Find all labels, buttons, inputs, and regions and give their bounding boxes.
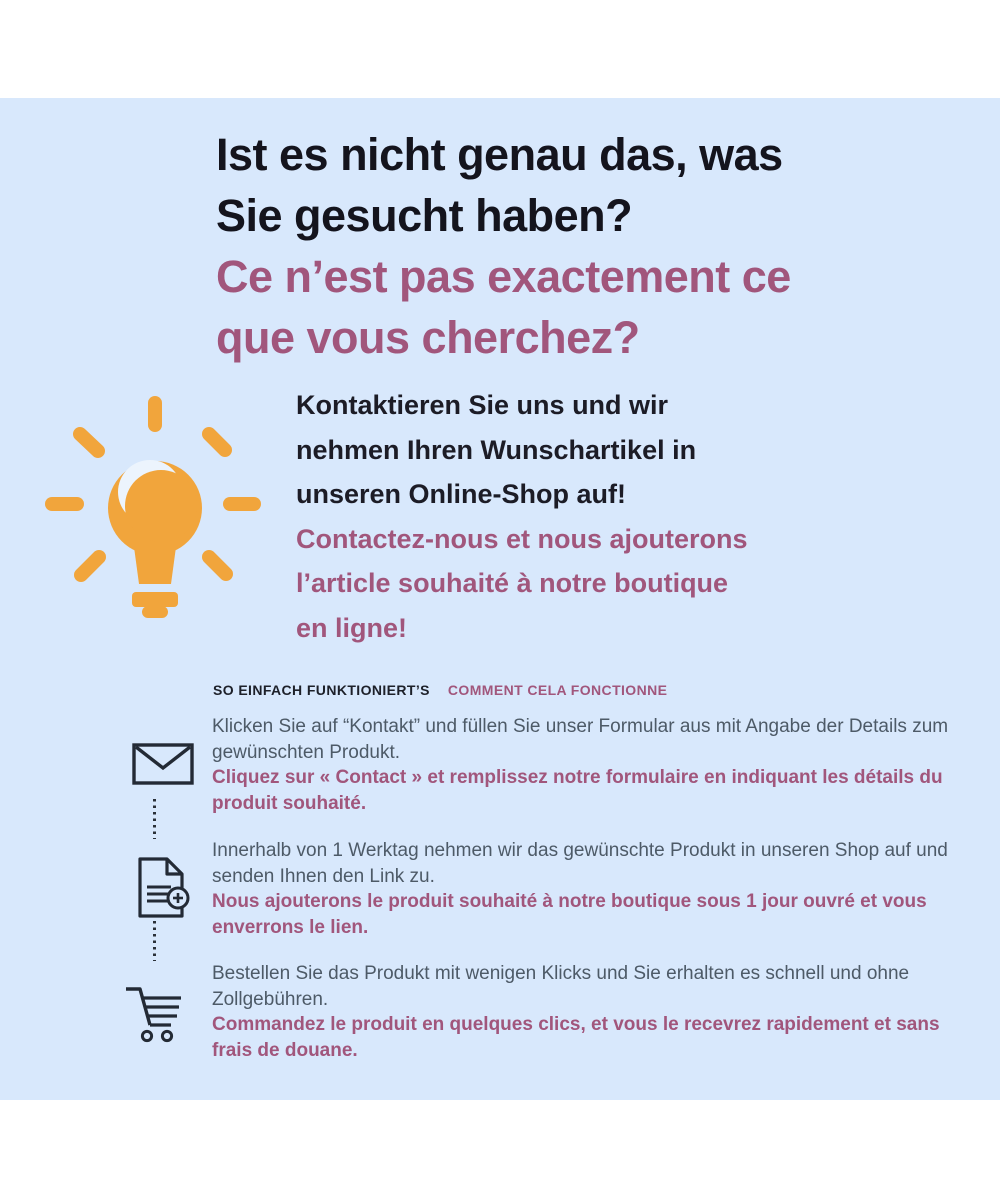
step-2-text — [212, 838, 957, 940]
step-2-text-fr: Nous ajouterons le produit souhaité à notre boutique sous 1 jour ouvré et vous enverrons le lien. — [212, 891, 927, 938]
hero-title — [216, 124, 956, 368]
lightbulb-icon — [44, 394, 262, 620]
step-3-text — [212, 961, 957, 1063]
intro-fr-line1: Contactez-nous et nous ajouterons — [296, 523, 748, 554]
step-3-text-fr: Commandez le produit en quelques clics, et vous le recevrez rapidement et sans frais de douane. — [212, 1014, 940, 1061]
step-2-text-de: Innerhalb von 1 Werktag nehmen wir das gewünschte Produkt in unseren Shop auf und senden Ihnen den Link zu. — [212, 840, 948, 887]
hero-title-fr-line1: Ce n’est pas exactement ce — [216, 251, 791, 302]
envelope-icon — [132, 743, 194, 785]
dotted-connector-2 — [153, 921, 156, 961]
step-1-text-fr: Cliquez sur « Contact » et remplissez notre formulaire en indiquant les détails du produit souhaité. — [212, 767, 943, 814]
intro-fr-line3: en ligne! — [296, 612, 408, 643]
dotted-connector-1 — [153, 799, 156, 839]
intro-text — [296, 383, 916, 650]
shopping-cart-icon — [121, 983, 185, 1043]
how-it-works-heading-de: SO EINFACH FUNKTIONIERT’S — [213, 682, 430, 698]
intro-de-line1: Kontaktieren Sie uns und wir — [296, 390, 669, 420]
intro-de-line3: unseren Online-Shop auf! — [296, 479, 627, 509]
step-1-text-de: Klicken Sie auf “Kontakt” und füllen Sie unser Formular aus mit Angabe der Details zum gewünschten Produkt. — [212, 716, 949, 763]
step-1-text — [212, 714, 957, 816]
intro-de-line2: nehmen Ihren Wunschartikel in — [296, 434, 697, 465]
document-add-icon — [131, 856, 191, 920]
how-it-works-heading-fr: COMMENT CELA FONCTIONNE — [447, 682, 668, 698]
how-it-works-heading — [213, 682, 667, 698]
hero-title-de-line1: Ist es nicht genau das, was — [216, 129, 783, 180]
hero-title-de-line2: Sie gesucht haben? — [216, 190, 633, 241]
step-3-text-de: Bestellen Sie das Produkt mit wenigen Klicks und Sie erhalten es schnell und ohne Zollgebühren. — [212, 963, 910, 1010]
intro-fr-line2: l’article souhaité à notre boutique — [296, 568, 729, 598]
hero-title-fr-line2: que vous cherchez? — [216, 312, 640, 363]
